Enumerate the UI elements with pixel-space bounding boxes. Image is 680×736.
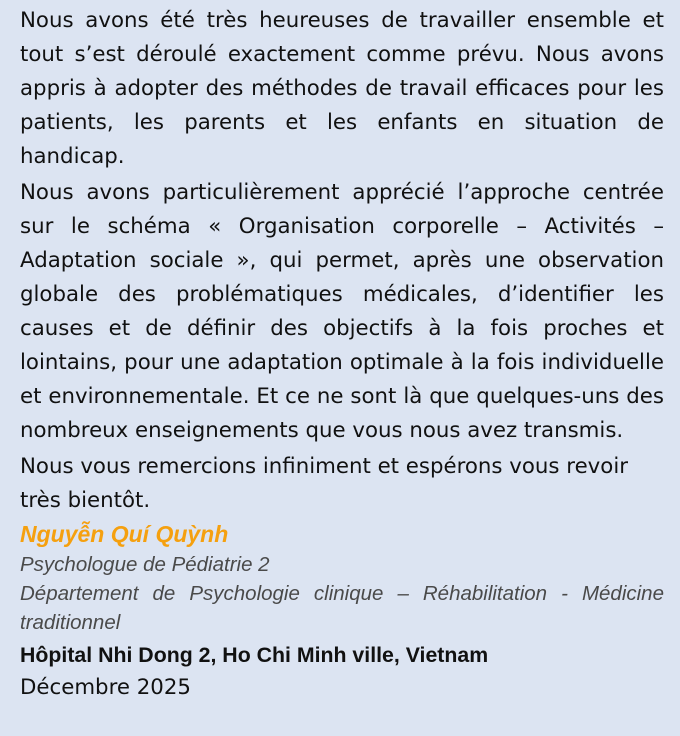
signature-hospital: Hôpital Nhi Dong 2, Ho Chi Minh ville, Vietnam — [20, 643, 489, 667]
signature-role: Psychologue de Pédiatrie 2 — [20, 553, 270, 576]
signature-block — [20, 518, 664, 704]
letter-paragraph-2: Nous avons particulièrement apprécié l’approche centrée sur le schéma « Organisation corporelle – Activités – Adaptation sociale », qui permet, après une observation globale des problématiques médicales, d’identifier les causes et de définir des objectifs à la fois proches et lointains, pour une adaptation optimale à la fois individuelle et environnementale. Et ce ne sont là que quelques-uns des nombreux enseignements que vous nous avez transmis. — [20, 180, 664, 443]
signature-name: Nguyễn Quí Quỳnh — [20, 521, 229, 547]
letter-paragraph-1: Nous avons été très heureuses de travailler ensemble et tout s’est déroulé exactement comme prévu. Nous avons appris à adopter des méthodes de travail efficaces pour les patients, les parents et les enfants en situation de handicap. — [20, 8, 664, 169]
letter-date: Décembre 2025 — [20, 675, 191, 700]
signature-department: Département de Psychologie clinique – Réhabilitation - Médicine traditionnel — [20, 582, 664, 634]
letter-paragraph-3: Nous vous remercions infiniment et espérons vous revoir très bientôt. — [20, 454, 628, 513]
